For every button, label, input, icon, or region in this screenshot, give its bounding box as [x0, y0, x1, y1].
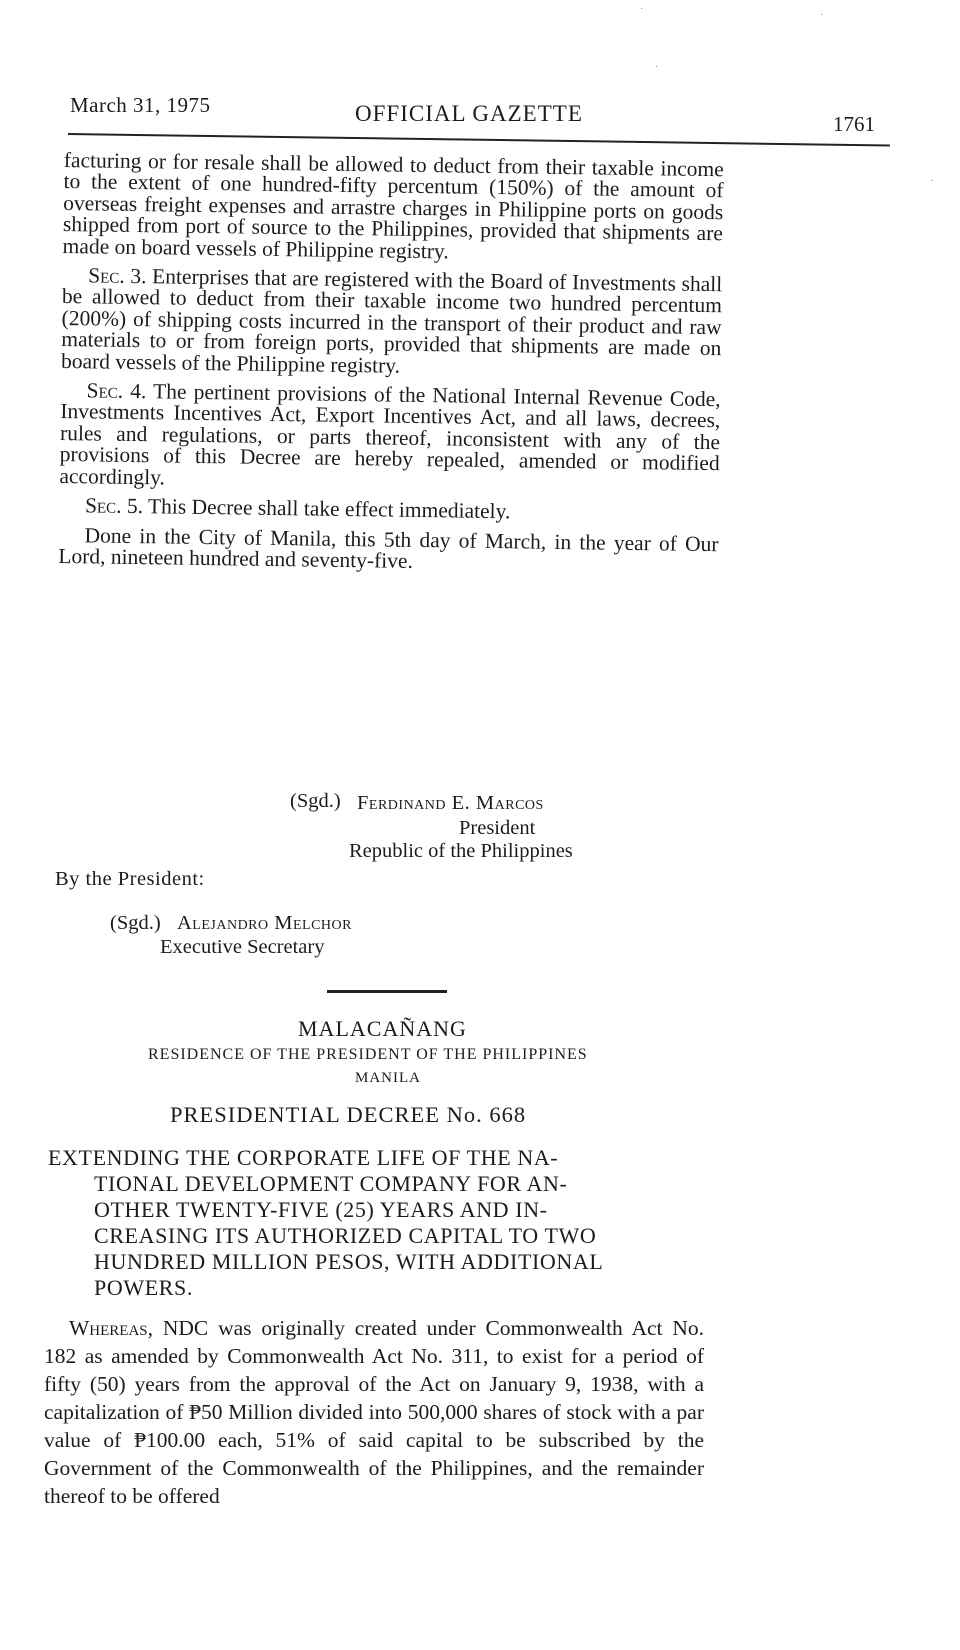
residence-heading: RESIDENCE OF THE PRESIDENT OF THE PHILIPPINES: [148, 1046, 588, 1063]
continued-paragraph: facturing or for resale shall be allowed to deduct from their taxable income to the extent of one hundred-fifty percentum (150%) of the amount of overseas freight expenses and arrastre charges in Philippine ports on goods shipped from port of source to the Philippines, provided that shipments are made on board vessels of Philippine registry.: [62, 148, 724, 264]
section-3-text: Enterprises that are registered with the Board of Investments shall be allowed to deduct from their taxable income two hundred percentum (200%) of shipping costs incurred in the transport of their product and raw materials to or from foreign ports, provided that shipments are made on board vessels of the Philippine registry.: [60, 264, 723, 378]
office-heading: MALACAÑANG: [298, 1016, 467, 1041]
section-4-label: Sec. 4.: [86, 378, 147, 404]
decree-title-line: OTHER TWENTY-FIVE (25) YEARS AND IN-: [94, 1197, 548, 1222]
scan-speck: ·: [930, 176, 934, 187]
secretary-name: Alejandro Melchor: [177, 912, 352, 934]
done-clause: Done in the City of Manila, this 5th day of March, in the year of Our Lord, nineteen hundred and seventy-five.: [58, 522, 719, 573]
decree-title-line: TIONAL DEVELOPMENT COMPANY FOR AN-: [94, 1171, 568, 1196]
header-date: March 31, 1975: [70, 93, 211, 117]
section-5-label: Sec. 5.: [84, 493, 144, 519]
section-5: [59, 495, 719, 526]
section-3-label: Sec. 3.: [88, 263, 147, 289]
republic-line: Republic of the Philippines: [349, 840, 573, 862]
signed-mark-secretary: (Sgd.): [110, 912, 161, 934]
section-5-text: This Decree shall take effect immediately.: [142, 494, 511, 524]
section-divider: [327, 990, 447, 993]
body-text: [58, 150, 724, 584]
whereas-label: Whereas,: [69, 1316, 154, 1340]
section-4-text: The pertinent provisions of the National Internal Revenue Code, Investments Incentives Act, Export Incentives Act, and all laws, decrees, rules and regulations, or parts thereof, inconsistent with any of the provisions of this Decree are hereby repealed, amended or modified accordingly.: [59, 379, 721, 490]
scan-speck: ·: [820, 10, 824, 21]
decree-title-line: CREASING ITS AUTHORIZED CAPITAL TO TWO: [94, 1223, 597, 1248]
decree-number: PRESIDENTIAL DECREE No. 668: [170, 1102, 527, 1127]
whereas-clause: [44, 1314, 704, 1510]
decree-title-line: HUNDRED MILLION PESOS, WITH ADDITIONAL: [94, 1249, 604, 1274]
by-the-president: By the President:: [55, 868, 205, 890]
scan-speck: ·: [640, 4, 644, 15]
decree-title-line: EXTENDING THE CORPORATE LIFE OF THE NA-: [48, 1145, 559, 1170]
decree-title-line: POWERS.: [94, 1275, 193, 1300]
secretary-title: Executive Secretary: [160, 936, 325, 958]
decree-title: [48, 1145, 708, 1301]
scan-speck: ·: [655, 62, 659, 73]
section-3: [61, 265, 722, 381]
section-4: [59, 380, 720, 496]
president-title: President: [459, 817, 536, 839]
city-heading: MANILA: [355, 1070, 421, 1086]
president-name: Ferdinand E. Marcos: [357, 792, 544, 814]
page-number: 1761: [833, 112, 875, 136]
publication-title: OFFICIAL GAZETTE: [355, 101, 583, 126]
whereas-text: NDC was originally created under Commonwealth Act No. 182 as amended by Commonwealth Act No. 311, to exist for a period of fifty (50) years from the approval of the Act on January 9, 1938, with a capitalization of ₱50 Million divided into 500,000 shares of stock with a par value of ₱100.00 each, 51% of said capital to be subscribed by the Government of the Commonwealth of the Philippines, and the remainder thereof to be offered: [44, 1316, 704, 1508]
header-rule: [68, 133, 890, 146]
signed-mark-president: (Sgd.): [290, 790, 341, 812]
